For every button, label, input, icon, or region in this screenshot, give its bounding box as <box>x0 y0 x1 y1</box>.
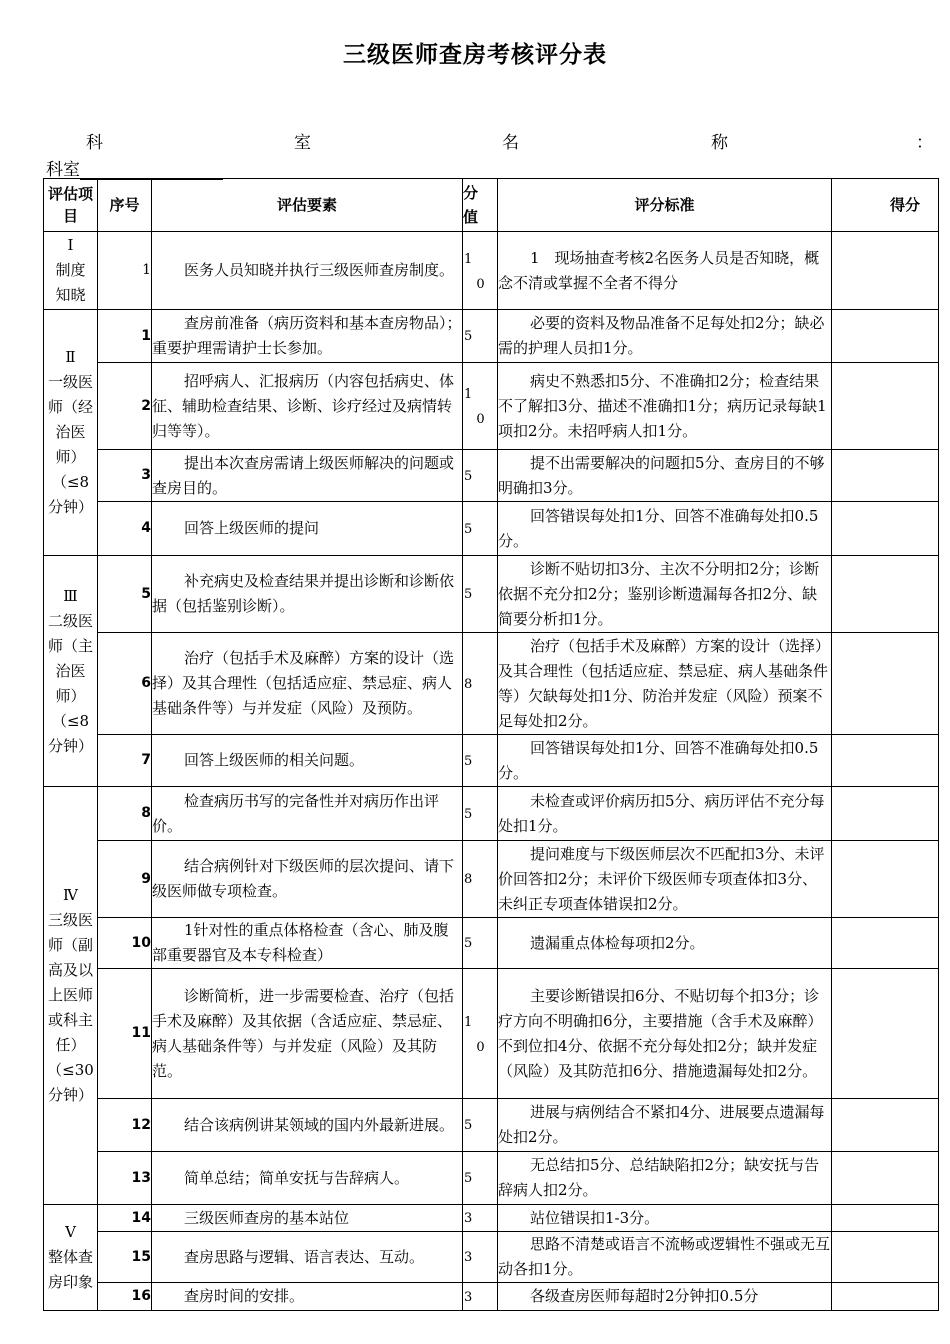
score-obtained-cell[interactable] <box>832 502 939 556</box>
category-cell: Ⅳ 三级医 师（副 高及以 上医师 或科主 任） （≤30 分钟） <box>44 787 98 1205</box>
item-number: 2 <box>98 363 152 450</box>
item-number: 11 <box>98 969 152 1099</box>
table-row <box>44 787 939 841</box>
department-field <box>46 155 223 180</box>
element-cell: 补充病史及检查结果并提出诊断和诊断依据（包括鉴别诊断）。 <box>152 556 463 633</box>
score-obtained-cell[interactable] <box>832 1099 939 1152</box>
item-number: 6 <box>98 633 152 735</box>
criteria-cell: 思路不清楚或语言不流畅或逻辑性不强或无互动各扣1分。 <box>498 1232 832 1283</box>
item-number: 9 <box>98 841 152 918</box>
score-cell <box>463 787 498 841</box>
score-cell <box>463 310 498 363</box>
element-cell: 结合该病例讲某领域的国内外最新进展。 <box>152 1099 463 1152</box>
table-row <box>44 1283 939 1311</box>
score-value: 5 <box>464 587 473 602</box>
header-criteria: 评分标准 <box>498 179 832 232</box>
table-row <box>44 633 939 735</box>
score-value: 5 <box>464 1171 473 1186</box>
score-cell <box>463 633 498 735</box>
score-value: 8 <box>464 676 473 692</box>
criteria-cell: 主要诊断错误扣6分、不贴切每个扣3分；诊疗方向不明确扣6分，主要措施（含手术及麻醉）不到位扣4分、依据不充分每处扣2分；缺并发症（风险）及其防范扣6分、措施遗漏每处扣2分。 <box>498 969 832 1099</box>
score-value: 3 <box>464 1289 473 1305</box>
score-obtained-cell[interactable] <box>832 918 939 969</box>
table-row <box>44 1099 939 1152</box>
element-cell: 1针对性的重点体格检查（含心、肺及腹部重要器官及本专科检查） <box>152 918 463 969</box>
criteria-cell: 治疗（包括手术及麻醉）方案的设计（选择）及其合理性（包括适应症、禁忌症、病人基础条件等）欠缺每处扣1分、防治并发症（风险）预案不足每处扣2分。 <box>498 633 832 735</box>
criteria-cell: 病史不熟悉扣5分、不准确扣2分；检查结果不了解扣3分、描述不准确扣1分；病历记录每缺1项扣2分。未招呼病人扣1分。 <box>498 363 832 450</box>
score-obtained-cell[interactable] <box>832 633 939 735</box>
score-cell <box>463 918 498 969</box>
table-row <box>44 735 939 787</box>
score-value: 3 <box>464 1211 473 1226</box>
category-cell: Ⅱ 一级医 师（经 治医 师） （≤8 分钟） <box>44 310 98 556</box>
item-number: 3 <box>98 450 152 502</box>
category-cell: Ⅴ 整体查 房印象 <box>44 1205 98 1311</box>
table-row <box>44 556 939 633</box>
score-cell <box>463 232 498 310</box>
dept-char-1: 科 <box>86 133 103 153</box>
element-cell: 回答上级医师的提问 <box>152 502 463 556</box>
criteria-cell: 必要的资料及物品准备不足每处扣2分；缺必需的护理人员扣1分。 <box>498 310 832 363</box>
score-table-body <box>44 232 939 1311</box>
score-cell <box>463 1232 498 1283</box>
header-got: 得分 <box>832 179 939 232</box>
item-number: 5 <box>98 556 152 633</box>
score-obtained-cell[interactable] <box>832 969 939 1099</box>
table-row <box>44 363 939 450</box>
dept-char-2: 室 <box>294 133 311 153</box>
score-value: 3 <box>464 1250 473 1265</box>
header-score: 分值 <box>463 179 498 232</box>
score-value: 1 0 <box>464 251 485 292</box>
item-number: 1 <box>98 232 152 310</box>
score-cell <box>463 735 498 787</box>
score-obtained-cell[interactable] <box>832 735 939 787</box>
page-title: 三级医师查房考核评分表 <box>343 42 607 68</box>
criteria-cell: 遗漏重点体检每项扣2分。 <box>498 918 832 969</box>
score-value: 5 <box>464 806 473 822</box>
item-number: 8 <box>98 787 152 841</box>
dept-char-4: 称 <box>711 133 728 153</box>
table-row <box>44 310 939 363</box>
score-value: 5 <box>464 468 473 484</box>
criteria-cell: 未检查或评价病历扣5分、病历评估不充分每处扣1分。 <box>498 787 832 841</box>
table-row <box>44 232 939 310</box>
table-row <box>44 1205 939 1232</box>
element-cell: 治疗（包括手术及麻醉）方案的设计（选择）及其合理性（包括适应症、禁忌症、病人基础条件等）与并发症（风险）及预防。 <box>152 633 463 735</box>
header-number: 序号 <box>98 179 152 232</box>
table-row <box>44 1232 939 1283</box>
score-cell <box>463 1283 498 1311</box>
item-number: 13 <box>98 1152 152 1205</box>
element-cell: 查房前准备（病历资料和基本查房物品）；重要护理需请护士长参加。 <box>152 310 463 363</box>
table-row <box>44 450 939 502</box>
item-number: 12 <box>98 1099 152 1152</box>
criteria-cell: 1 现场抽查考核2名医务人员是否知晓，概念不清或掌握不全者不得分 <box>498 232 832 310</box>
score-cell <box>463 450 498 502</box>
element-cell: 查房思路与逻辑、语言表达、互动。 <box>152 1232 463 1283</box>
criteria-cell: 提问难度与下级医师层次不匹配扣3分、未评价回答扣2分；未评价下级医师专项查体扣3分、未纠正专项查体错误扣2分。 <box>498 841 832 918</box>
score-value: 5 <box>464 753 473 769</box>
score-obtained-cell[interactable] <box>832 1283 939 1311</box>
item-number: 7 <box>98 735 152 787</box>
criteria-cell: 各级查房医师每超时2分钟扣0.5分 <box>498 1283 832 1311</box>
item-number: 1 <box>98 310 152 363</box>
score-obtained-cell[interactable] <box>832 363 939 450</box>
score-value: 5 <box>464 936 473 951</box>
table-row <box>44 502 939 556</box>
table-row <box>44 918 939 969</box>
score-value: 5 <box>464 1118 473 1133</box>
category-cell: Ⅲ 二级医 师（主 治医 师） （≤8 分钟） <box>44 556 98 787</box>
category-cell: Ⅰ 制度 知晓 <box>44 232 98 310</box>
score-value: 1 0 <box>464 387 485 427</box>
element-cell: 检查病历书写的完备性并对病历作出评价。 <box>152 787 463 841</box>
dept-char-colon: ： <box>916 133 933 153</box>
criteria-cell: 无总结扣5分、总结缺陷扣2分；缺安抚与告辞病人扣2分。 <box>498 1152 832 1205</box>
table-row <box>44 1152 939 1205</box>
score-obtained-cell[interactable] <box>832 1205 939 1232</box>
score-cell <box>463 502 498 556</box>
criteria-cell: 提不出需要解决的问题扣5分、查房目的不够明确扣3分。 <box>498 450 832 502</box>
score-cell <box>463 969 498 1099</box>
score-obtained-cell[interactable] <box>832 310 939 363</box>
criteria-cell: 进展与病例结合不紧扣4分、进展要点遗漏每处扣2分。 <box>498 1099 832 1152</box>
item-number: 16 <box>98 1283 152 1311</box>
item-number: 4 <box>98 502 152 556</box>
header-element: 评估要素 <box>152 179 463 232</box>
score-obtained-cell[interactable] <box>832 841 939 918</box>
item-number: 14 <box>98 1205 152 1232</box>
element-cell: 提出本次查房需请上级医师解决的问题或查房目的。 <box>152 450 463 502</box>
element-cell: 回答上级医师的相关问题。 <box>152 735 463 787</box>
item-number: 10 <box>98 918 152 969</box>
score-value: 1 0 <box>464 1014 485 1055</box>
score-obtained-cell[interactable] <box>832 450 939 502</box>
element-cell: 医务人员知晓并执行三级医师查房制度。 <box>152 232 463 310</box>
score-cell <box>463 841 498 918</box>
table-row <box>44 969 939 1099</box>
score-obtained-cell[interactable] <box>832 787 939 841</box>
score-cell <box>463 556 498 633</box>
score-obtained-cell[interactable] <box>832 556 939 633</box>
table-row <box>44 841 939 918</box>
element-cell: 结合病例针对下级医师的层次提问、请下级医师做专项检查。 <box>152 841 463 918</box>
element-cell: 三级医师查房的基本站位 <box>152 1205 463 1232</box>
score-value: 5 <box>464 329 473 344</box>
score-cell <box>463 1152 498 1205</box>
score-value: 5 <box>464 521 473 537</box>
criteria-cell: 诊断不贴切扣3分、主次不分明扣2分；诊断依据不充分扣2分；鉴别诊断遗漏每各扣2分、缺简要分析扣1分。 <box>498 556 832 633</box>
score-cell <box>463 1205 498 1232</box>
header-category: 评估项目 <box>44 179 98 232</box>
criteria-cell: 回答错误每处扣1分、回答不准确每处扣0.5分。 <box>498 502 832 556</box>
department-label: 科室 <box>46 160 80 180</box>
score-obtained-cell[interactable] <box>832 232 939 310</box>
element-cell: 查房时间的安排。 <box>152 1283 463 1311</box>
element-cell: 招呼病人、汇报病历（内容包括病史、体征、辅助检查结果、诊断、诊疗经过及病情转归等等）。 <box>152 363 463 450</box>
score-obtained-cell[interactable] <box>832 1152 939 1205</box>
department-name-line <box>46 128 936 152</box>
criteria-cell: 回答错误每处扣1分、回答不准确每处扣0.5分。 <box>498 735 832 787</box>
score-cell <box>463 1099 498 1152</box>
element-cell: 简单总结；简单安抚与告辞病人。 <box>152 1152 463 1205</box>
dept-char-3: 名 <box>502 133 519 153</box>
item-number: 15 <box>98 1232 152 1283</box>
score-obtained-cell[interactable] <box>832 1232 939 1283</box>
score-value: 8 <box>464 872 473 887</box>
score-cell <box>463 363 498 450</box>
score-table <box>43 178 939 1311</box>
element-cell: 诊断简析，进一步需要检查、治疗（包括手术及麻醉）及其依据（含适应症、禁忌症、病人基础条件等）与并发症（风险）及其防范。 <box>152 969 463 1099</box>
criteria-cell: 站位错误扣1-3分。 <box>498 1205 832 1232</box>
